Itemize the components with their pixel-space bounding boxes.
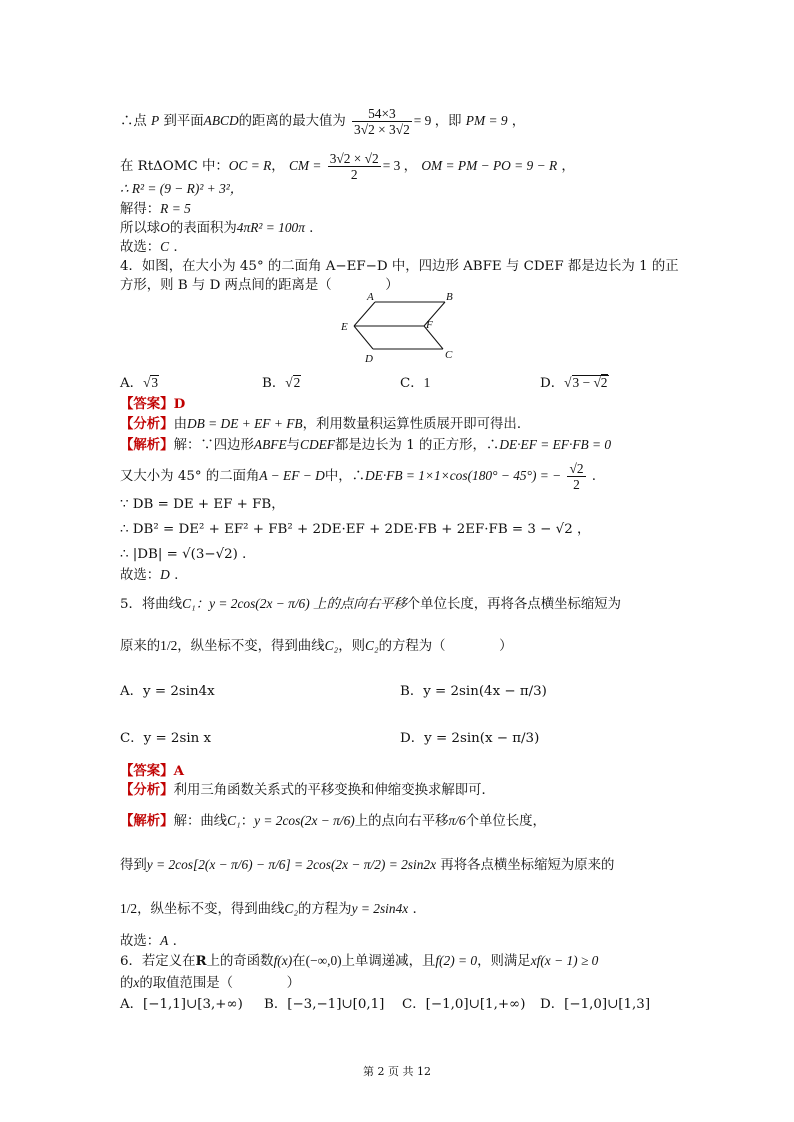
edge-ED xyxy=(354,326,373,349)
q3-line-5: 所以球O的表面积为4πR² = 100π . xyxy=(120,220,314,236)
q6-option-d: D．[−1,0]∪[1,3] xyxy=(540,997,651,1012)
q4-option-a: A．√3 xyxy=(120,375,159,391)
q6-option-a: A．[−1,1]∪[3,+∞) xyxy=(120,997,243,1012)
q4-option-d: D．√3 − √2 xyxy=(540,375,608,391)
q5-option-a: A．y = 2sin4x xyxy=(120,684,215,699)
q5-solution-3: 1/2，纵坐标不变，得到曲线C₂的方程为y = 2sin4x . xyxy=(120,901,417,917)
q5-option-c: C．y = 2sin x xyxy=(120,731,212,746)
q5-option-d: D．y = 2sin(x − π/3) xyxy=(400,731,540,746)
q3-line-1: ∴点 P 到平面ABCD的距离的最大值为 $\frac{54\times 3}{3√2 \times 3√2}$ = 9 ，即 PM = 9 ， xyxy=(120,106,526,137)
q3-line-2: 在 RtΔOMC 中：OC = R， CM = $\frac{3√2 \times √2}{2}$ = 3 ， OM = PM − PO = 9 − R ， xyxy=(120,151,575,182)
q4-solution-2: 又大小为 45° 的二面角A − EF − D中，∴DE·FB = 1×1×cos(180° − 45°) = − $\frac{√2}{2}$ . xyxy=(120,461,597,492)
label-E: E xyxy=(341,321,348,333)
q5-answer: 【答案】A xyxy=(120,763,184,779)
q4-solution-3: ∵ DB = DE + EF + FB， xyxy=(120,497,285,512)
q4-sqrt2-over-2: $\frac{√2}{2}$ xyxy=(569,461,584,492)
q5-solution-1: 【解析】解：曲线C₁：y = 2cos(2x − π/6)上的点向右平移π/6个单位长度， xyxy=(120,813,546,829)
page-footer: 第 2 页 共 12 xyxy=(363,1065,431,1078)
q5-option-b: B．y = 2sin(4x − π/3) xyxy=(400,684,547,699)
edge-AE xyxy=(354,302,375,326)
q3-line-6: 故选：C . xyxy=(120,239,178,255)
q4-option-b: B．√2 xyxy=(262,375,301,391)
q3-max-distance-fraction: $\frac{54\times 3}{3√2 \times 3√2}$ xyxy=(354,106,410,137)
q4-stem-2: 方形，则 B 与 D 两点间的距离是（ ） xyxy=(120,278,399,293)
label-A: A xyxy=(367,291,374,303)
label-B: B xyxy=(446,291,453,303)
q4-solution-4: ∴ DB² = DE² + EF² + FB² + 2DE·EF + 2DE·FB + 2EF·FB = 3 − √2 ， xyxy=(120,522,591,537)
q6-option-c: C．[−1,0]∪[1,+∞) xyxy=(402,997,526,1012)
q6-option-b: B．[−3,−1]∪[0,1] xyxy=(264,997,385,1012)
q5-stem-2: 原来的1/2，纵坐标不变，得到曲线C₂，则C₂的方程为（ ） xyxy=(120,638,513,654)
q6-stem-2: 的x的取值范围是（ ） xyxy=(120,975,301,991)
q4-answer: 【答案】D xyxy=(120,396,186,412)
q4-analysis: 【分析】由DB = DE + EF + FB，利用数量积运算性质展开即可得出． xyxy=(120,416,531,432)
q4-stem-1: 4．如图，在大小为 45° 的二面角 A−EF−D 中，四边形 ABFE 与 CDEF 都是边长为 1 的正 xyxy=(120,259,679,274)
q4-solution-5: ∴ |DB| = √(3−√2) ． xyxy=(120,547,256,562)
q4-solution-6: 故选：D . xyxy=(120,567,179,583)
q5-solution-4: 故选：A . xyxy=(120,933,177,949)
q6-stem-1: 6．若定义在R上的奇函数f(x)在(−∞,0)上单调递减，且f(2) = 0，则满足xf(x − 1) ≥ 0 xyxy=(120,953,599,969)
q3-cm-fraction: $\frac{3√2 \times √2}{2}$ xyxy=(329,151,379,182)
q5-stem-1: 5．将曲线C₁：y = 2cos(2x − π/6) 上的点向右平移个单位长度，再将各点横坐标缩短为 xyxy=(120,596,622,612)
q3-line-3: ∴ R² = (9 − R)² + 3²， xyxy=(120,181,244,196)
q3-line-4: 解得：R = 5 xyxy=(120,201,191,217)
label-F: F xyxy=(426,319,433,331)
q5-analysis: 【分析】利用三角函数关系式的平移变换和伸缩变换求解即可． xyxy=(120,782,495,798)
q5-solution-2: 得到y = 2cos[2(x − π/6) − π/6] = 2cos(2x − π/2) = 2sin2x 再将各点横坐标缩短为原来的 xyxy=(120,857,615,873)
q4-figure-dihedral-angle xyxy=(330,290,470,370)
q4-solution-1: 【解析】解：∵四边形ABFE与CDEF都是边长为 1 的正方形，∴DE·EF = EF·FB = 0 xyxy=(120,437,612,453)
label-D: D xyxy=(365,353,373,365)
label-C: C xyxy=(445,349,453,361)
q4-option-c: C．1 xyxy=(400,375,431,391)
